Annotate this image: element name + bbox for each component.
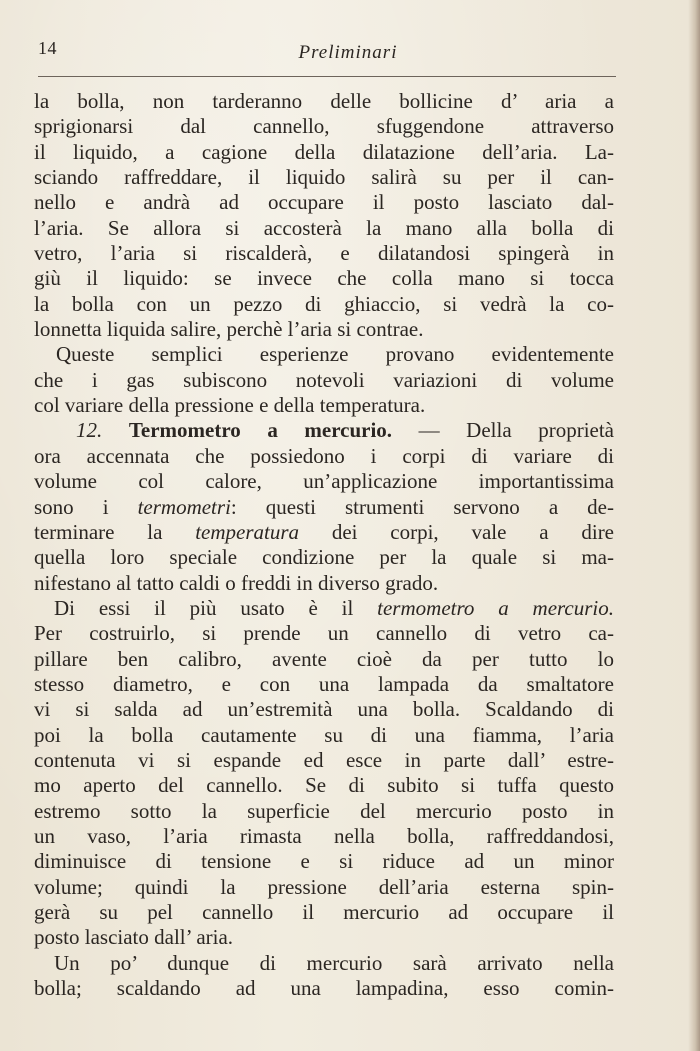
text-line: ora accennata che possiedono i corpi di variare di	[34, 443, 614, 468]
text-line: pillare ben calibro, avente cioè da per tutto lo	[34, 646, 614, 671]
text-line	[34, 495, 614, 520]
text-line: gerà su pel cannello il mercurio ad occupare il	[34, 900, 614, 924]
running-title: Preliminari	[298, 42, 398, 63]
text-line: estremo sotto la superficie del mercurio posto in	[34, 798, 614, 823]
text-line: quella loro speciale condizione per la quale si ma-	[34, 545, 614, 570]
text-line: bolla; scaldando ad una lampadina, esso comin-	[34, 976, 614, 1001]
text-fragment: : questi strumenti servono a de-	[230, 494, 614, 519]
text-line: sprigionarsi dal cannello, sfuggendone attraverso	[34, 114, 614, 139]
text-line: contenuta vi si espande ed esce in parte dall’ estre-	[34, 747, 614, 772]
text-line: l’aria. Se allora si accosterà la mano alla bolla di	[34, 215, 614, 240]
section-number: 12.	[76, 418, 103, 443]
body-text	[34, 89, 614, 1001]
text-fragment: Di essi il più usato è il	[54, 595, 378, 620]
text-line: volume col calore, un’applicazione importantissima	[34, 469, 614, 494]
text-line: col variare della pressione e della temperatura.	[34, 393, 426, 418]
text-line: la bolla con un pezzo di ghiaccio, si vedrà la co-	[34, 291, 614, 316]
text-line: Per costruirlo, si prende un cannello di vetro ca-	[34, 621, 614, 646]
text-line: poi la bolla cautamente su di una fiamma, l’aria	[34, 722, 614, 747]
section-line-text: — Della proprietà	[392, 418, 615, 443]
section-heading-line	[34, 418, 614, 443]
text-line: il liquido, a cagione della dilatazione dell’aria. La-	[34, 139, 614, 164]
italic-term: temperatura	[195, 519, 300, 544]
text-line: diminuisce di tensione e si riduce ad un minor	[34, 849, 614, 874]
text-line: Queste semplici esperienze provano evidentemente	[56, 342, 614, 367]
page-edge-shadow	[688, 0, 700, 1051]
text-line: stesso diametro, e con una lampada da smaltatore	[34, 671, 614, 696]
text-line: vetro, l’aria si riscalderà, e dilatandosi spingerà in	[34, 241, 614, 266]
text-line: Un po’ dunque di mercurio sarà arrivato nella	[54, 950, 614, 975]
text-line	[34, 520, 614, 545]
page-header	[38, 38, 618, 72]
text-line	[34, 596, 614, 621]
text-fragment: sono i	[34, 494, 138, 519]
text-line: nifestano al tatto caldi o freddi in diverso grado.	[34, 570, 439, 595]
italic-term: termometri	[137, 494, 231, 519]
text-line: che i gas subiscono notevoli variazioni di volume	[34, 367, 614, 392]
text-line: sciando raffreddare, il liquido salirà su per il can-	[34, 165, 614, 190]
text-line: nello e andrà ad occupare il posto lasciato dal-	[34, 190, 614, 215]
section-title: Termometro a mercurio.	[128, 418, 393, 443]
text-fragment: terminare la	[34, 519, 196, 544]
text-line: lonnetta liquida salire, perchè l’aria si contrae.	[34, 317, 424, 342]
page-number: 14	[38, 38, 57, 58]
text-line: mo aperto del cannello. Se di subito si tuffa questo	[34, 773, 614, 798]
header-rule	[38, 76, 616, 77]
text-line: volume; quindi la pressione dell’aria esterna spin-	[34, 874, 614, 899]
italic-term: termometro a mercurio.	[377, 595, 614, 620]
text-line: vi si salda ad un’estremità una bolla. Scaldando di	[34, 697, 614, 722]
text-line: un vaso, l’aria rimasta nella bolla, raffreddandosi,	[34, 823, 614, 848]
text-line: posto lasciato dall’ aria.	[34, 925, 234, 950]
text-line: giù il liquido: se invece che colla mano si tocca	[34, 266, 614, 291]
text-line: la bolla, non tarderanno delle bollicine d’ aria a	[34, 89, 614, 113]
text-fragment: dei corpi, vale a dire	[299, 519, 615, 544]
